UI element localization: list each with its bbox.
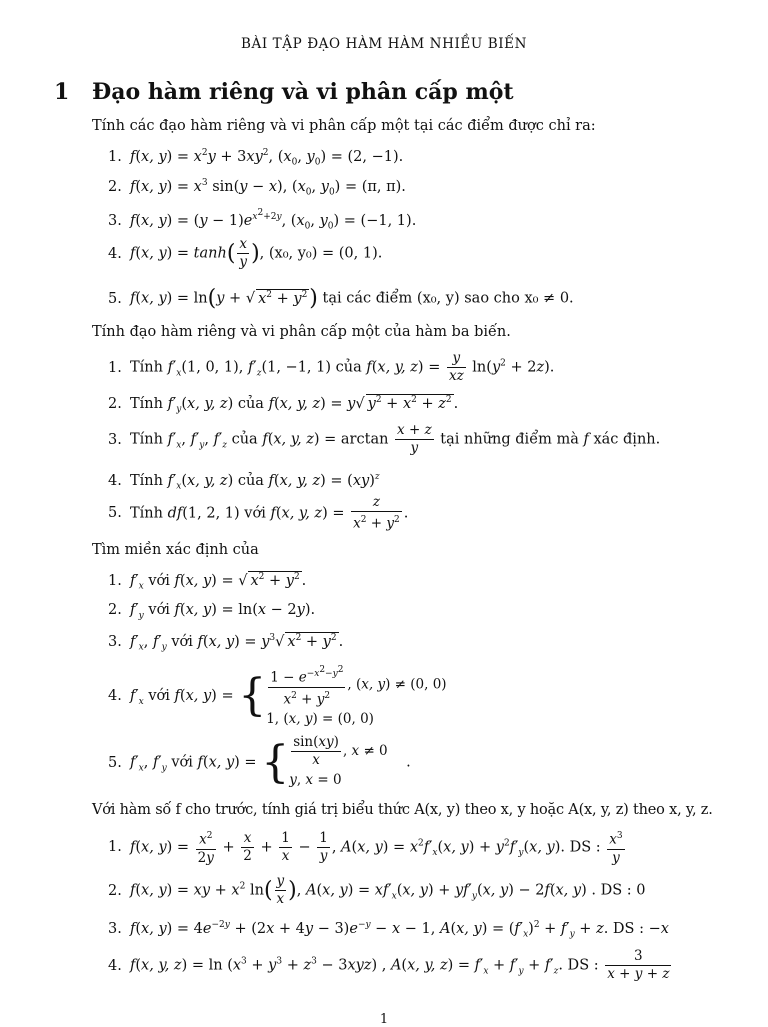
part3-item-4: 4. $f'_x$ với f(x, y) = { $\frac{1 - e^{-x^2-y^2}}{x^2 + y^2}$ , (x, y) ≠ (0, 0) 1, (x, y) = (0, 0) <box>108 662 447 730</box>
part4-item-1: 1. f(x, y) = $\frac{x^2}{2y}$ + $\frac{x}{2}$ + $\frac{1}{x}$ − $\frac{1}{y}$ , A(x, $y) = x^2f'_x(x$, $y) + y^2f'_y(x$, y). DS : $\frac{x^3}{y}$ <box>108 829 623 866</box>
part3-item-3: 3. $f'_x$, $f'_y$ với f(x, $y) = y^3√$ $x^2 + y^2$ . <box>108 633 344 653</box>
part4-item-4: 4. f(x, y, $z) = \ln (x^3 + y^3 + z^3 - 3xyz)$ , A(x, y, $z) = f'_x + f'_y + f'_z$. DS : $\frac{3}{x + y + z}$ <box>108 948 670 982</box>
section-number: 1 <box>54 79 70 105</box>
section-title: Đạo hàm riêng và vi phân cấp một <box>92 79 514 105</box>
part1-item-3: 3. f(x, $y) = (y - 1)e^{x^2+2y}$, ($x_0$, $y_0) = (-1$, 1). <box>108 208 417 232</box>
part3-item-1: 1. $f'_x$ với f(x, y) = √ $x^2 + y^2$ . <box>108 572 307 592</box>
page-number: 1 <box>379 1012 389 1027</box>
part2-item-3: 3. Tính $f'_x$, $f'_y$, $f'_z$ của f(x, y, z) = arctan $\frac{x + z}{y}$ tại những điểm mà f xác định. <box>108 422 661 456</box>
part1-item-1: 1. f(x, $y) = x^2y + 3xy^2$, ($x_0$, $y_0) = (2$, −1). <box>108 148 404 168</box>
part1-intro: Tính các đạo hàm riêng và vi phân cấp một tại các điểm được chỉ ra: <box>92 118 596 134</box>
part3-item-5: 5. $f'_x$, $f'_y$ với f(x, y) = { $\frac{\sin(xy)}{x}$ , x ≠ 0 y, x = 0 . <box>108 734 411 788</box>
part2-item-1: 1. Tính $f'_x(1$, 0, 1), $f'_z(1$, −1, 1) của f(x, y, z) = $\frac{y}{xz}$ $\ln(y^2 + 2z)$. <box>108 350 555 384</box>
part1-item-5: 5. f(x, y) = ln(y + √ $x^2 + y^2$) tại các điểm (x₀, y) sao cho x₀ ≠ 0. <box>108 286 574 311</box>
section-heading <box>54 79 514 105</box>
part2-intro: Tính đạo hàm riêng và vi phân cấp một của hàm ba biến. <box>92 324 511 340</box>
part3-intro: Tìm miền xác định của <box>92 542 259 558</box>
part2-item-5: 5. Tính df(1, 2, 1) với f(x, y, z) = $\frac{z}{x^2 + y^2}$ . <box>108 494 409 532</box>
part1-item-4: 4. f(x, y) = tanh( $\frac{x}{y}$ ), (x₀, y₀) = (0, 1). <box>108 236 383 270</box>
part4-item-3: 3. f(x, $y) = 4e^{-2y} + (2x + 4y - 3)e^{-y} - x - 1$, A(x, $y) = (f'_x)^2 + f'_y + z$. DS : −x <box>108 920 669 940</box>
document-header: BÀI TẬP ĐẠO HÀM HÀM NHIỀU BIẾN <box>240 36 528 52</box>
part2-item-4: 4. Tính $f'_x(x$, y, z) của f(x, y, z) = (xy)$^z$ <box>108 472 380 492</box>
part4-item-2: 2. f(x, y) = xy + $x^2$ ln( $\frac{y}{x}$ ), A(x, $y) = xf'_x(x$, $y) + yf'_y(x$, y) − 2f(x, y) . DS : 0 <box>108 873 646 907</box>
part2-item-2: 2. Tính $f'_y(x$, y, z) của f(x, y, z) = y√ $y^2 + x^2 + z^2$ . <box>108 395 459 415</box>
part1-item-2: 2. f(x, $y) = x^3$ sin(y − x), ($x_0$, $y_0) = (\pi$, π). <box>108 178 406 198</box>
part3-item-2: 2. $f'_y$ với f(x, y) = ln(x − 2y). <box>108 602 316 621</box>
part4-intro: Với hàm số f cho trước, tính giá trị biểu thức A(x, y) theo x, y hoặc A(x, y, z) theo x, y, z. <box>92 802 713 818</box>
